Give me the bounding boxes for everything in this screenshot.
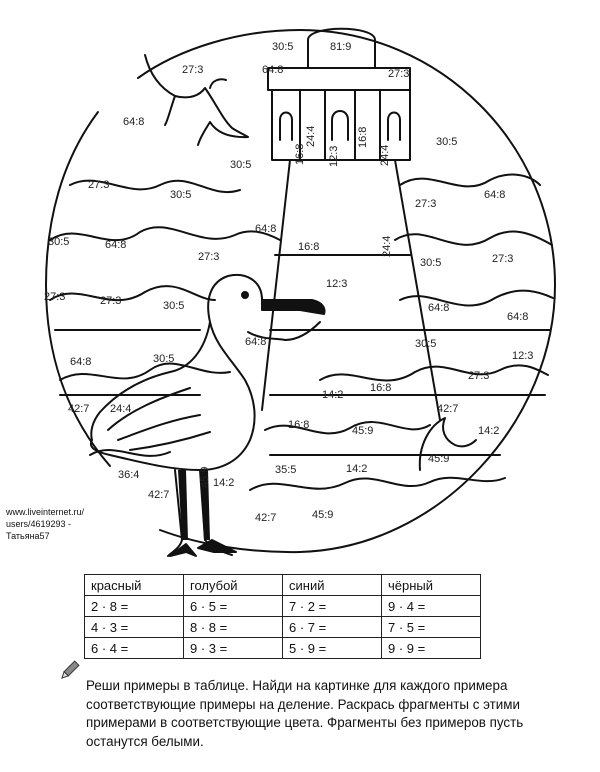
fragment-label: 12:3	[328, 145, 340, 167]
header-blue: синий	[283, 575, 382, 596]
wave-3	[50, 227, 280, 240]
fragment-label: 42:7	[255, 512, 277, 524]
fragment-label: 30:5	[272, 41, 294, 53]
flying-seagull-wing	[165, 79, 226, 125]
lighthouse-window-2	[332, 111, 348, 140]
lighthouse-tower	[262, 160, 440, 420]
lighthouse-window-3	[388, 113, 400, 141]
header-red: красный	[85, 575, 184, 596]
table-cell[interactable]: 5 · 9 =	[283, 638, 382, 659]
fragment-label: 45:9	[352, 425, 374, 437]
table-cell[interactable]: 2 · 8 =	[85, 596, 184, 617]
wave-2	[400, 175, 540, 187]
seagull-wing	[108, 388, 210, 450]
header-light-blue: голубой	[184, 575, 283, 596]
fragment-label: 12:3	[512, 350, 534, 362]
fragment-label: 64:8	[262, 64, 284, 76]
fragment-label: 35:5	[275, 464, 297, 476]
fragment-label: 14:2	[213, 477, 235, 489]
credit-line: www.liveinternet.ru/	[6, 507, 85, 517]
fragment-label: 42:7	[437, 403, 459, 415]
fragment-label: 42:7	[148, 489, 170, 501]
credit-line: Татьяна57	[6, 531, 50, 541]
fragment-label: 30:5	[436, 136, 458, 148]
fragment-label: 14:2	[478, 425, 500, 437]
fragment-label: 45:9	[199, 466, 211, 488]
fragment-label: 27:3	[44, 291, 66, 303]
table-row	[85, 638, 481, 659]
fragment-label: 24:4	[381, 235, 393, 257]
wave-6	[400, 291, 553, 306]
fragment-label: 24:4	[110, 403, 132, 415]
table-cell[interactable]: 9 · 3 =	[184, 638, 283, 659]
fragment-label: 64:8	[507, 311, 529, 323]
fragment-label: 27:3	[198, 251, 220, 263]
color-table	[84, 574, 481, 659]
fragment-label: 64:8	[105, 239, 127, 251]
table-cell[interactable]: 6 · 4 =	[85, 638, 184, 659]
fragment-label: 27:3	[468, 370, 490, 382]
fragment-label: 30:5	[420, 257, 442, 269]
fragment-label: 14:2	[322, 389, 344, 401]
fragment-label: 30:5	[170, 189, 192, 201]
table-cell[interactable]: 7 · 2 =	[283, 596, 382, 617]
seagull-beak	[262, 300, 325, 314]
table-cell[interactable]: 9 · 4 =	[382, 596, 481, 617]
fragment-label: 81:9	[330, 41, 352, 53]
fragment-label: 27:3	[100, 295, 122, 307]
pencil-icon	[58, 660, 80, 682]
fragment-label: 45:9	[312, 509, 334, 521]
fragment-label: 30:5	[163, 300, 185, 312]
fragment-label: 27:3	[388, 68, 410, 80]
wave-10	[250, 478, 505, 490]
table-header-row	[85, 575, 481, 596]
credit-text	[6, 506, 84, 542]
seagull-eye	[241, 291, 249, 299]
fragment-label: 64:8	[245, 336, 267, 348]
credit-line: users/4619293 -	[6, 519, 72, 529]
fragment-label: 42:7	[68, 403, 90, 415]
table-cell[interactable]: 7 · 5 =	[382, 617, 481, 638]
lighthouse-lantern-bars	[300, 90, 380, 160]
task-instructions: Реши примеры в таблице. Найди на картинке для каждого примера соответствующие примеры на деление. Раскрась фрагменты с этими примерами в соответствующие цвета. Фрагменты без примеров пусть останутся белыми.	[86, 678, 524, 749]
fragment-label: 30:5	[48, 236, 70, 248]
table-cell[interactable]: 6 · 5 =	[184, 596, 283, 617]
fragment-label: 27:3	[415, 198, 437, 210]
fragment-label: 30:5	[153, 353, 175, 365]
lighthouse-window-1	[280, 113, 292, 141]
fragment-label: 24:4	[379, 144, 391, 166]
fragment-label: 64:8	[255, 223, 277, 235]
fragment-label: 14:2	[346, 463, 368, 475]
fragment-label: 27:3	[182, 64, 204, 76]
fragment-label: 64:8	[484, 189, 506, 201]
fragment-label: 16:8	[298, 241, 320, 253]
fragment-label: 30:5	[230, 159, 252, 171]
fragment-label: 27:3	[88, 179, 110, 191]
fragment-label: 16:8	[370, 382, 392, 394]
header-black: чёрный	[382, 575, 481, 596]
table-row	[85, 596, 481, 617]
fragment-label: 45:9	[428, 453, 450, 465]
seagull-back	[91, 322, 210, 440]
fragment-label: 12:3	[326, 278, 348, 290]
fragment-label: 24:4	[305, 125, 317, 147]
table-cell[interactable]: 8 · 8 =	[184, 617, 283, 638]
fragment-label: 16:8	[294, 143, 306, 165]
fragment-label: 64:8	[428, 302, 450, 314]
fragment-label: 30:5	[415, 338, 437, 350]
fragment-label: 16:8	[288, 419, 310, 431]
wave-8	[320, 365, 548, 380]
table-row	[85, 617, 481, 638]
fragment-label: 64:8	[123, 116, 145, 128]
fragment-label: 16:8	[357, 126, 369, 148]
fragment-label: 27:3	[492, 253, 514, 265]
table-cell[interactable]: 6 · 7 =	[283, 617, 382, 638]
table-cell[interactable]: 4 · 3 =	[85, 617, 184, 638]
table-cell[interactable]: 9 · 9 =	[382, 638, 481, 659]
wave-4	[395, 232, 552, 245]
fragment-label: 36:4	[118, 469, 140, 481]
wave-5	[50, 286, 215, 300]
fragment-label: 64:8	[70, 356, 92, 368]
